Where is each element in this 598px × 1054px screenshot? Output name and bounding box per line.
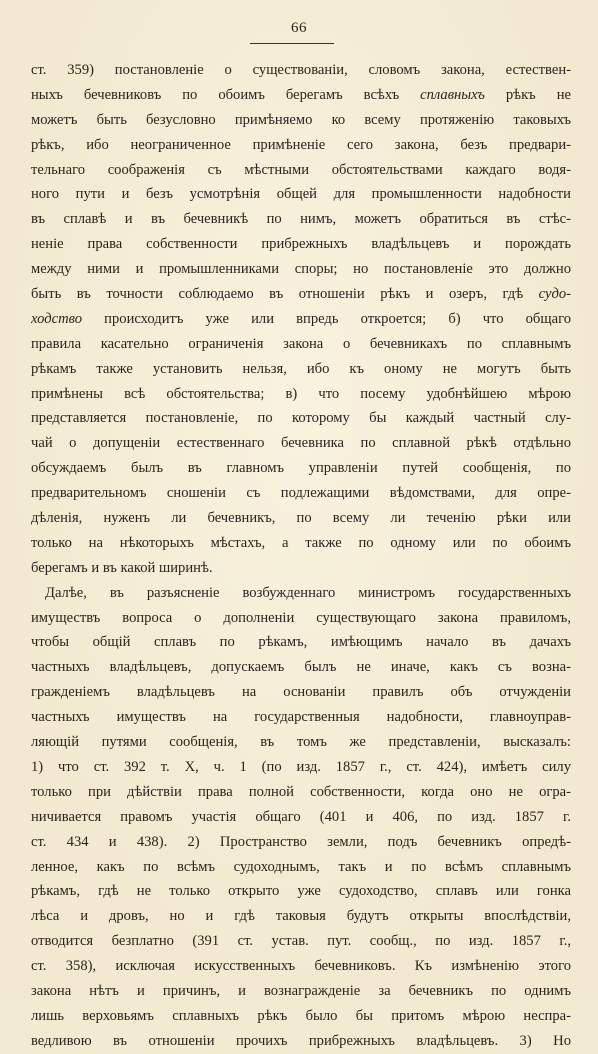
text-line: берегамъ и въ какой ширинѣ. [31,559,213,576]
italic-emphasis: ходство [31,310,83,327]
text-line: рѣкъ, ибо неограниченное примѣненіе сего закона, безъ предвари- [31,136,571,153]
text-line: ведливою въ отношеніи прочихъ прибрежныхъ владѣльцевъ. 3) Но [31,1032,571,1049]
text-line: лишь верховьямъ сплавныхъ рѣкъ было бы притомъ мѣрою неспра- [31,1007,571,1024]
italic-emphasis: судо- [538,286,571,303]
paragraph-1 [31,58,571,581]
page-number: 66 [291,20,307,36]
text-line: отводится безплатно (391 ст. устав. пут. сообщ., по изд. 1857 г., [31,933,571,950]
text-line: примѣнены всѣ обстоятельства; в) что посему удобнѣйшею мѣрою [31,385,571,402]
text-line: ного пути и безъ усмотрѣнія общей для промышленности надобности [31,186,571,203]
text-line: только на нѣкоторыхъ мѣстахъ, а также по одному или по обоимъ [31,534,571,551]
text-line: закона нѣтъ и причинъ, и вознагражденіе за бечевникъ по однимъ [31,982,571,999]
text-line: частныхъ владѣльцевъ, допускаемъ былъ не иначе, какъ съ возна- [31,659,571,676]
text-line: рѣкамъ также установить нельзя, ибо къ оному не могутъ быть [31,360,571,377]
text-line: можетъ быть безусловно примѣняемо ко всему протяженію таковыхъ [31,111,571,128]
text-line: между ними и промышленниками споры; но постановленіе это должно [31,261,571,278]
text-line: правила касательно ограниченія закона о бечевникахъ по сплавнымъ [31,335,571,352]
text-line: въ сплавѣ и въ бечевникѣ по нимъ, можетъ обратиться въ стѣс- [31,211,571,228]
text-line: чтобы общій сплавъ по рѣкамъ, имѣющимъ начало въ дачахъ [31,634,571,651]
text-line: рѣкамъ, гдѣ не только открыто уже судоходство, сплавъ или гонка [31,883,571,900]
text-line: дѣленія, нуженъ ли бечевникъ, по всему ли теченію рѣки или [31,510,571,527]
text-line: ныхъ бечевниковъ по обоимъ берегамъ всѣхъ сплавныхъ рѣкъ не [31,86,571,103]
text-line: ст. 359) постановленіе о существованіи, словомъ закона, естествен- [31,62,571,78]
text-line: ленное, какъ по всѣмъ судоходнымъ, такъ и по всѣмъ сплавнымъ [31,858,571,875]
header-rule [250,43,334,44]
text-line: обсуждаемъ былъ въ главномъ управленіи путей сообщенія, по [31,460,571,477]
text-line: имуществъ вопроса о дополненіи существующаго закона правиломъ, [31,609,571,626]
text-line: чай о допущеніи естественнаго бечевника по сплавной рѣкѣ отдѣльно [31,435,571,452]
text-line: частныхъ имуществъ на государственныя надобности, главноуправ- [31,709,571,726]
text-line: гражденіемъ владѣльцевъ на основаніи правилъ объ отчужденіи [31,684,571,701]
text-line: быть въ точности соблюдаемо въ отношеніи рѣкъ и озеръ, гдѣ судо- [31,286,571,303]
text-line: ст. 358), исключая искусственныхъ бечевниковъ. Къ измѣненію этого [31,958,571,975]
text-line: ст. 434 и 438). 2) Пространство земли, подъ бечевникъ опредѣ- [31,833,571,850]
text-line: ходство происходитъ уже или впредь откроется; б) что общаго [31,310,571,327]
text-line: лѣса и дровъ, но и гдѣ таковыя будутъ открыты впослѣдствіи, [31,908,571,925]
text-line: ляющій путями сообщенія, въ томъ же представленіи, высказалъ: [31,734,571,751]
text-line: ничивается правомъ участія общаго (401 и 406, по изд. 1857 г. [31,808,571,825]
text-line: неніе права собственности прибрежныхъ владѣльцевъ и порождать [31,236,571,253]
paragraph-2 [31,581,571,1054]
text-line: 1) что ст. 392 т. X, ч. 1 (по изд. 1857 г., ст. 424), имѣетъ силу [31,758,571,775]
text-line: только при дѣйствіи права полной собственности, когда оно не огра- [31,783,571,800]
text-line: представляется постановленіе, по которому бы каждый частный слу- [31,410,571,427]
text-line: тельнаго соображенія съ мѣстными обстоятельствами каждаго водя- [31,161,571,178]
body-text [31,58,571,1054]
italic-emphasis: сплавныхъ [420,86,485,103]
text-line: Далѣе, въ разъясненіе возбужденнаго министромъ государственныхъ [45,584,571,601]
text-line: предварительномъ сношеніи съ подлежащими вѣдомствами, для опре- [31,485,571,502]
